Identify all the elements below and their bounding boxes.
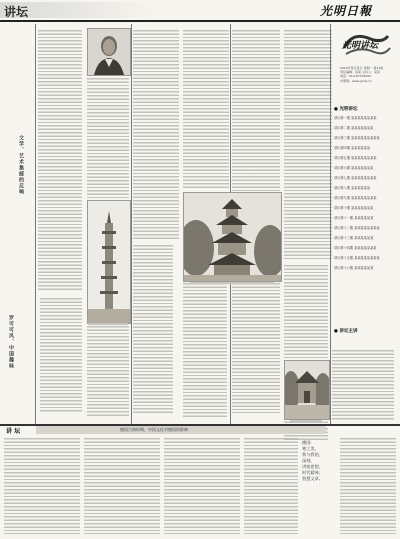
bottom-text-col4 [244, 438, 298, 534]
body-text-col3b [133, 245, 173, 415]
body-text-col4b [183, 283, 227, 418]
portrait-photo [87, 28, 131, 76]
lecture-meta [340, 66, 394, 83]
sidebar-list-item[interactable]: 讲坛第九期 某某某某某某某某 [334, 196, 377, 200]
meta-line: 电话：010-67078250 [340, 74, 372, 79]
photo-caption [88, 323, 128, 325]
sidebar-list-item[interactable]: 讲坛第五期 某某某某某某某某 [334, 156, 377, 160]
sidebar-list-item[interactable]: 讲坛第三期 某某某某某某某某某 [334, 136, 380, 140]
sidebar-heading: ● 光明讲坛 [334, 107, 358, 112]
poem-line: 深刻， [302, 458, 315, 463]
body-text-sidebar-bottom [332, 350, 394, 420]
sidebar-list-item[interactable]: 讲坛第四期 某某某某某某 [334, 146, 371, 150]
section-title: 讲坛 [4, 5, 29, 19]
meta-line: 光明网：www.gmw.cn [340, 78, 372, 83]
sidebar-heading-2: ● 讲坛主讲 [334, 329, 358, 334]
bottom-text-col1 [4, 438, 80, 534]
lecture-logo-text: 光明讲坛 [342, 41, 379, 51]
bottom-text-col2 [84, 438, 160, 534]
sidebar-list-item[interactable]: 讲坛第七期 某某某某某某某某 [334, 176, 377, 180]
body-text-col2-bot [87, 326, 129, 418]
portrait-figure-icon [88, 29, 130, 75]
sidebar-list-item[interactable]: 讲坛第十三期 某某某某某某 [334, 236, 374, 240]
sidebar-list-item[interactable]: 讲坛第十五期 某某某某某某某某 [334, 256, 380, 260]
page-header [0, 0, 400, 22]
poem-line: 我与我的， [302, 452, 323, 457]
sidebar-heading-text-2: 讲坛主讲 [339, 329, 358, 334]
sidebar-list-item[interactable]: 讲坛第十一期 某某某某某某 [334, 216, 374, 220]
chinese-tower-photo [183, 192, 282, 282]
sidebar-list-item[interactable]: 讲坛第六期 某某某某某某某 [334, 166, 374, 170]
sidebar-list-item[interactable]: 讲坛第一期 某某某某某某某某 [334, 116, 377, 120]
bottom-quote: 德国古典时期，中国文化对德国的影响 [120, 427, 188, 432]
body-text-col2-top [87, 78, 129, 198]
sidebar-heading-text: 光明讲坛 [339, 107, 358, 112]
meta-line: 责任编辑：某某 主持人：某某 [340, 70, 380, 75]
bottom-tab-label: 讲 坛 [6, 428, 21, 435]
body-text-col5b [232, 283, 280, 413]
palace-photo [284, 360, 330, 420]
sidebar-list-item[interactable]: 讲坛第十期 某某某某某某某 [334, 206, 374, 210]
sidebar-list-item[interactable]: 讲坛第十六期 某某某某某某 [334, 266, 374, 270]
poem-line: 时代精神， [302, 470, 323, 475]
sidebar-list-item[interactable]: 讲坛第十四期 某某某某某某某 [334, 246, 377, 250]
column-rule [131, 24, 132, 424]
bottom-poem [302, 440, 336, 482]
poem-line: 智慧文章。 [302, 476, 323, 481]
body-text-col7 [284, 30, 332, 260]
lecture-logo-box [336, 26, 396, 102]
masthead-logo: 光明日報 [320, 4, 373, 18]
column-rule [330, 24, 331, 424]
pagoda-photo [87, 200, 131, 324]
sidebar-list-item[interactable]: 讲坛第十二期 某某某某某某某某 [334, 226, 380, 230]
pagoda-icon [88, 201, 130, 323]
sidebar-list-item[interactable]: 讲坛第八期 某某某某某某 [334, 186, 371, 190]
poem-line: 寒之美， [302, 446, 319, 451]
meta-line: 2019年某月某日 星期一 第11版 [340, 66, 384, 70]
sidebar [334, 106, 398, 346]
body-text-col3 [133, 30, 179, 240]
body-text-col4 [183, 30, 229, 190]
photo-caption [190, 282, 274, 284]
column-rule [35, 24, 36, 424]
article-title-vertical-2: 罗可可风、中国趣味 [8, 315, 14, 369]
poem-line: 讲座思想， [302, 464, 323, 469]
bottom-text-col5 [340, 438, 396, 534]
poem-line: 德国· [302, 440, 312, 445]
bottom-text-col3 [164, 438, 240, 534]
body-text-col1b [40, 298, 82, 413]
article-title-vertical-1: 文学、艺术集邮的反响 [18, 135, 24, 195]
body-text-col1 [38, 30, 82, 292]
photo-caption [290, 420, 322, 422]
chinese-tower-icon [184, 193, 281, 281]
header-rule [0, 20, 400, 22]
palace-icon [285, 361, 329, 419]
sidebar-list-item[interactable]: 讲坛第二期 某某某某某某某 [334, 126, 374, 130]
